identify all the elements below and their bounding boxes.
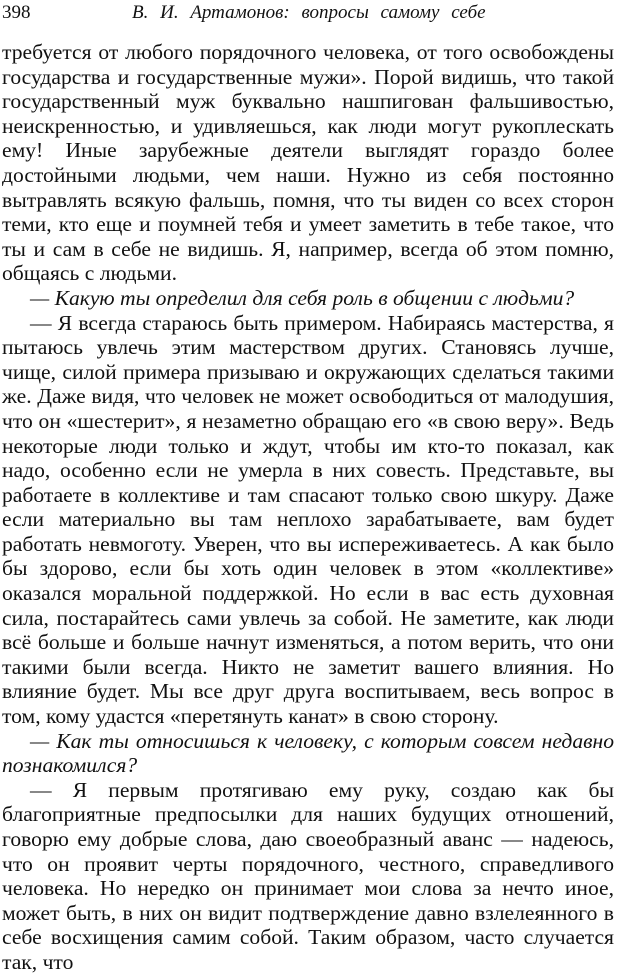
body-text xyxy=(2,40,614,975)
page-number: 398 xyxy=(2,2,31,23)
paragraph-question: — Какую ты определил для себя роль в общении с людьми? xyxy=(30,285,575,310)
paragraph-answer: — Я первым протягиваю ему руку, создаю как бы благоприятные предпосылки для наших будущих отношений, говорю ему добрые слова, даю своеобразный аванс — надеюсь, что он проявит черты порядочного, честного, справедливого человека. Но нередко он принимает мои слова за нечто иное, может быть, в них он видит подтверждение давно взлелеянного в себе восхищения самим собой. Таким образом, часто случается так, что xyxy=(2,777,614,974)
paragraph-question: — Как ты относишься к человеку, с которым совсем недавно познакомился? xyxy=(2,728,614,778)
page-header xyxy=(2,0,614,26)
paragraph-answer: требуется от любого порядочного человека, от того освобождены государства и государственные мужи». Порой видишь, что такой государственный муж буквально нашпигован фальшивостью, неискренностью, и удивляешься, как люди могут рукоплескать ему! Иные зарубежные деятели выглядят гораздо более достойными людьми, чем наши. Нужно из себя постоянно вытравлять всякую фальшь, помня, что ты виден со всех сторон теми, кто еще и поумней тебя и умеет заметить в тебе такое, что ты и сам в себе не видишь. Я, например, всегда об этом помню, общаясь с людьми. xyxy=(2,40,614,286)
paragraph-answer: — Я всегда стараюсь быть примером. Набираясь мастерства, я пытаюсь увлечь этим мастерством других. Становясь лучше, чище, силой примера призываю и окружающих сделаться такими же. Даже видя, что человек не может освободиться от малодушия, что он «шестерит», я незаметно обращаю его «в свою веру». Ведь некоторые люди только и ждут, чтобы им кто-то показал, как надо, особенно если не умерла в них совесть. Представьте, вы работаете в коллективе и там спасают только свою шкуру. Даже если материально вы там неплохо зарабатываете, вам будет работать невмоготу. Уверен, что вы испереживаетесь. А как было бы здорово, если бы хоть один человек в этом «коллективе» оказался моральной поддержкой. Но если в вас есть духовная сила, постарайтесь сами увлечь за собой. Не заметите, как люди всё больше и больше начнут изменяться, а потом верить, что они такими были всегда. Никто не заметит вашего влияния. Но влияние будет. Мы все друг друга воспитываем, весь вопрос в том, кому удастся «перетянуть канат» в свою сторону. xyxy=(2,310,614,729)
running-title: В. И. Артамонов: вопросы самому себе xyxy=(132,2,486,23)
